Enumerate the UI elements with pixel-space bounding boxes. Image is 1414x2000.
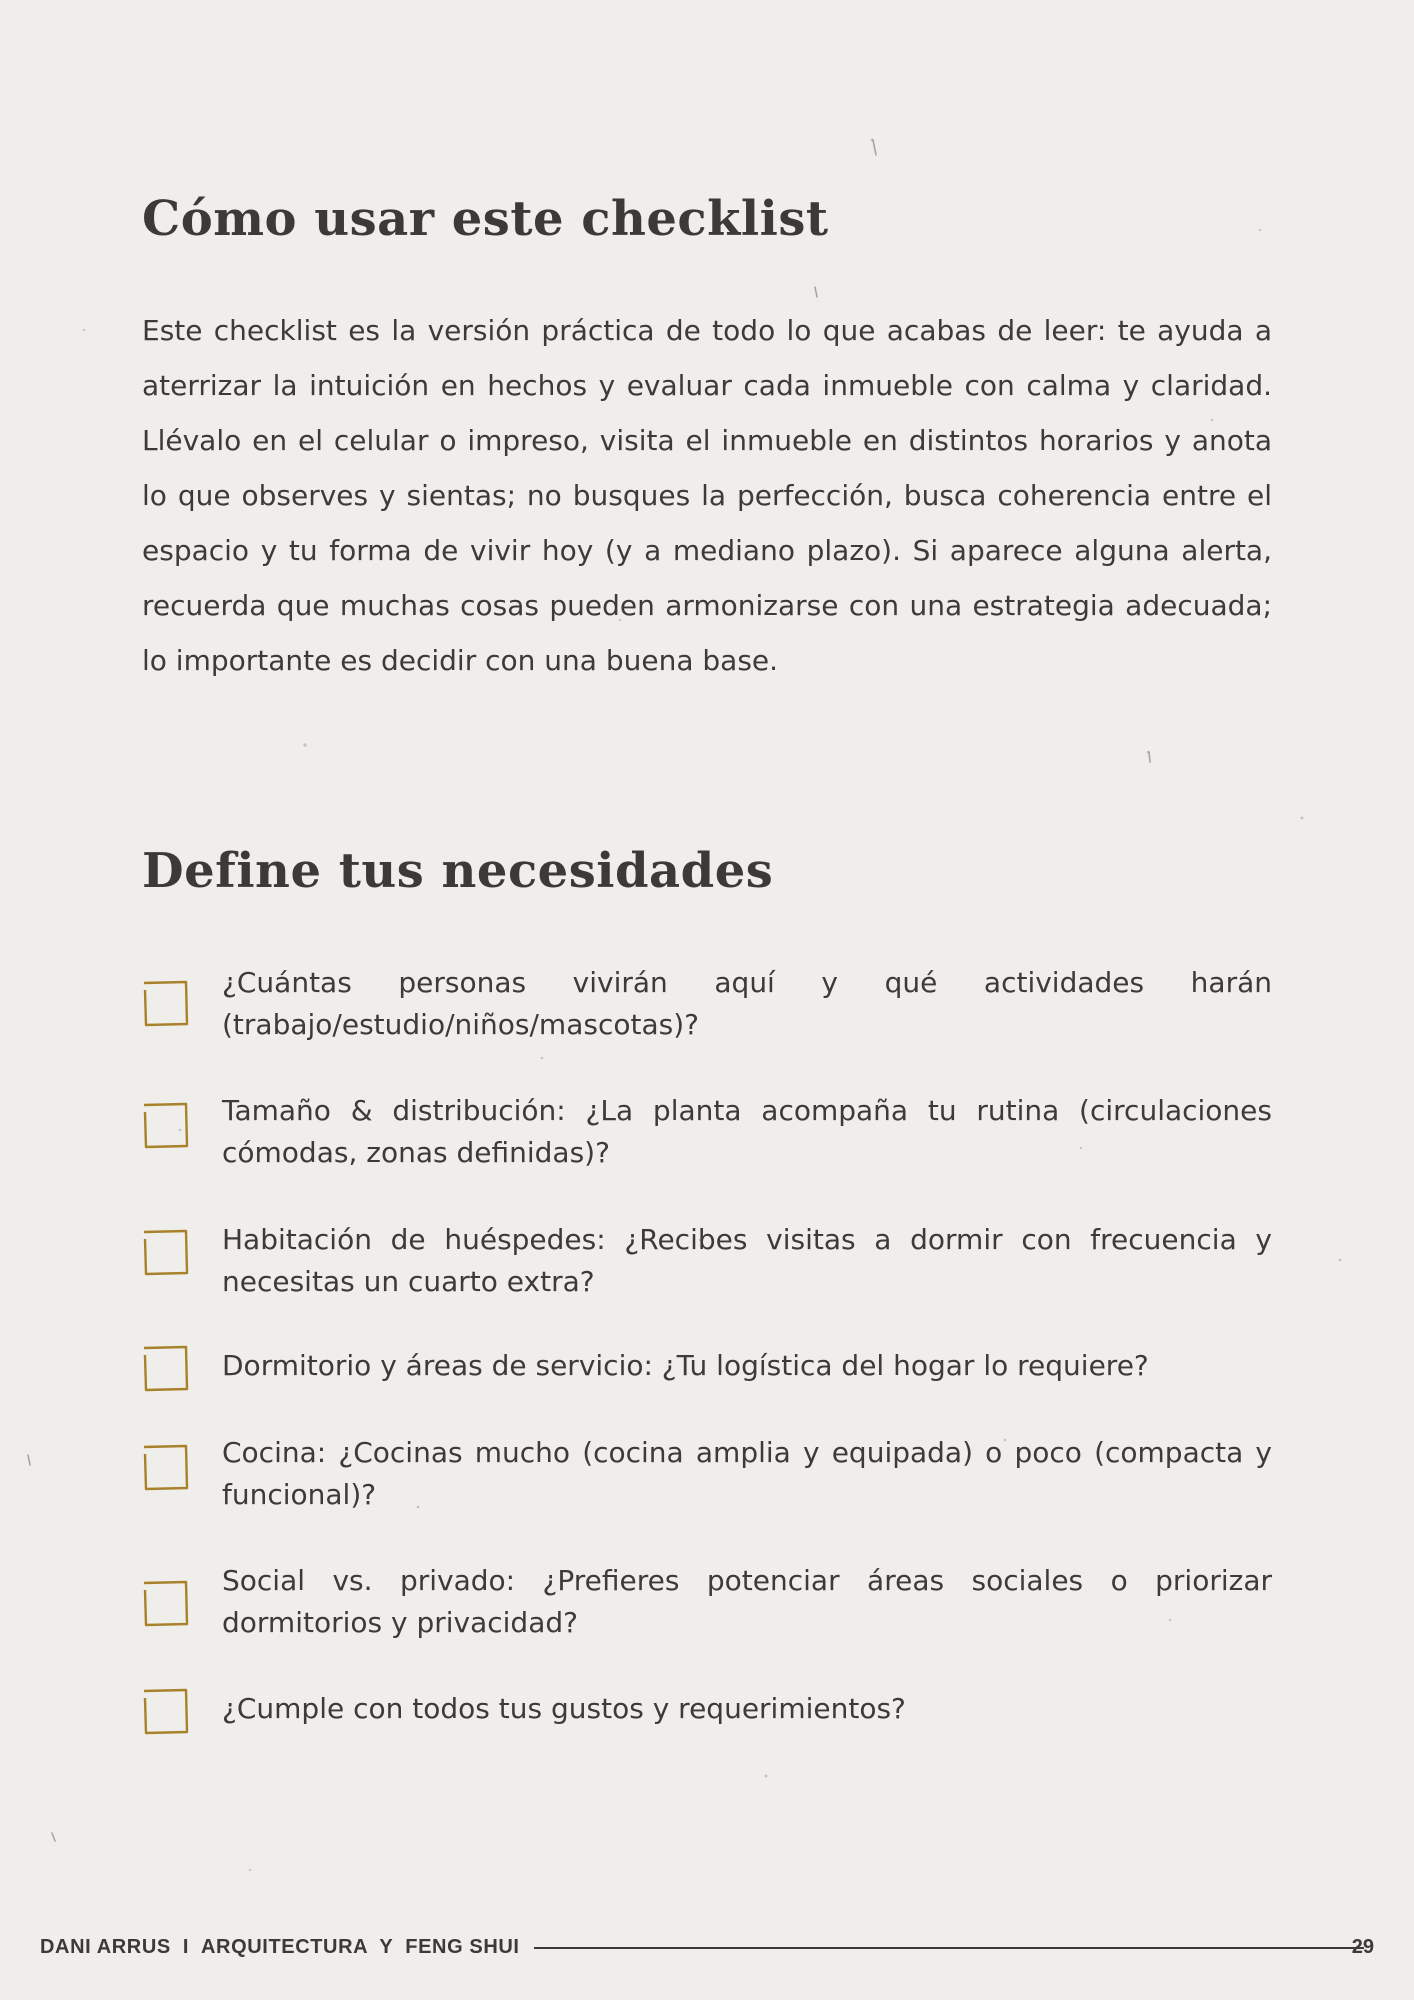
section-title-how-to-use: Cómo usar este checklist (142, 191, 829, 247)
page-footer (40, 1932, 1374, 1962)
checklist-item-text: Cocina: ¿Cocinas mucho (cocina amplia y equipada) o poco (compacta y funcional)? (222, 1436, 1272, 1511)
checklist-item-text: ¿Cuántas personas vivirán aquí y qué actividades harán (trabajo/estudio/niños/mascotas)? (222, 966, 1272, 1041)
checklist-item-text: Habitación de huéspedes: ¿Recibes visitas a dormir con frecuencia y necesitas un cuarto extra? (222, 1223, 1272, 1298)
checkbox[interactable] (142, 1229, 182, 1269)
checkbox[interactable] (142, 1580, 182, 1620)
checklist-item-text: Dormitorio y áreas de servicio: ¿Tu logística del hogar lo requiere? (222, 1349, 1149, 1382)
section-title-define-needs: Define tus necesidades (142, 843, 774, 899)
footer-subtitle: ARQUITECTURA Y FENG SHUI (201, 1936, 520, 1958)
checkbox[interactable] (142, 1102, 182, 1142)
footer-credit (40, 1932, 520, 1962)
footer-author: DANI ARRUS (40, 1936, 171, 1958)
checklist-item-text: Social vs. privado: ¿Prefieres potenciar áreas sociales o priorizar dormitorios y privacidad? (222, 1564, 1272, 1639)
footer-separator: I (182, 1936, 189, 1958)
checkbox[interactable] (142, 1345, 182, 1385)
footer-divider (534, 1947, 1364, 1949)
checklist-item-text: Tamaño & distribución: ¿La planta acompaña tu rutina (circulaciones cómodas, zonas definidas)? (222, 1094, 1272, 1169)
checklist-item-text: ¿Cumple con todos tus gustos y requerimientos? (222, 1692, 906, 1725)
page-number: 29 (1351, 1936, 1374, 1958)
checkbox[interactable] (142, 1444, 182, 1484)
checkbox[interactable] (142, 1688, 182, 1728)
intro-paragraph: Este checklist es la versión práctica de todo lo que acabas de leer: te ayuda a aterrizar la intuición en hechos y evaluar cada inmueble con calma y claridad. Llévalo en el celular o impreso, visita el inmueble en distintos horarios y anota lo que observes y sientas; no busques la perfección, busca coherencia entre el espacio y tu forma de vivir hoy (y a mediano plazo). Si aparece alguna alerta, recuerda que muchas cosas pueden armonizarse con una estrategia adecuada; lo importante es decidir con una buena base. (142, 314, 1272, 677)
checkbox[interactable] (142, 980, 182, 1020)
